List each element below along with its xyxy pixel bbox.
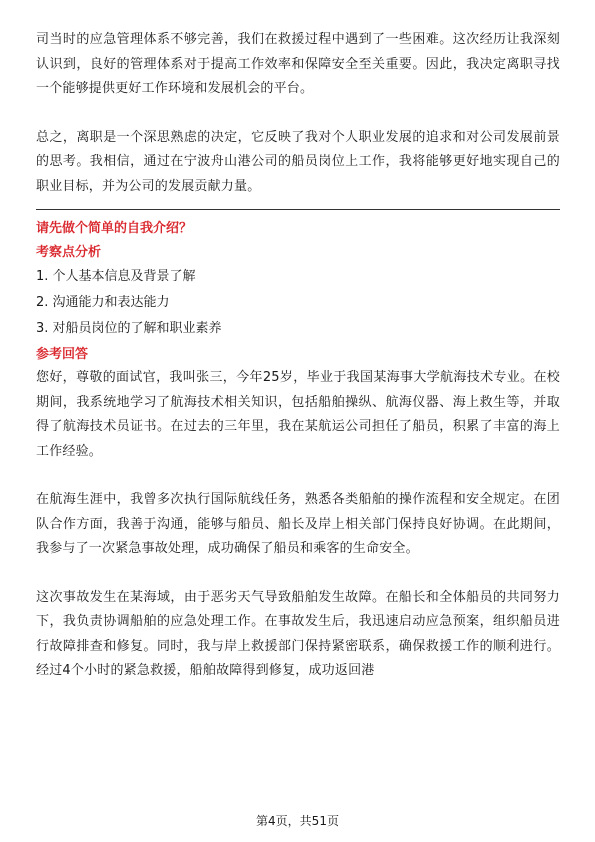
question-heading: 请先做个简单的自我介绍？ bbox=[36, 221, 193, 236]
document-page bbox=[36, 28, 560, 684]
analysis-item-1: 1. 个人基本信息及背景了解 bbox=[36, 269, 196, 284]
intro-paragraph-2: 总之，离职是一个深思熟虑的决定，它反映了我对个人职业发展的追求和对公司发展前景的思考。我相信，通过在宁波舟山港公司的船员岗位上工作，我将能够更好地实现自己的职业目标，并为公司的发展贡献力量。 bbox=[36, 129, 560, 194]
section-divider bbox=[36, 209, 560, 210]
answer-paragraph-2: 在航海生涯中，我曾多次执行国际航线任务，熟悉各类船舶的操作流程和安全规定。在团队合作方面，我善于沟通，能够与船员、船长及岸上相关部门保持良好协调。在此期间，我参与了一次紧急事故处理，成功确保了船员和乘客的生命安全。 bbox=[36, 492, 560, 556]
intro-paragraph-1: 司当时的应急管理体系不够完善，我们在救援过程中遇到了一些困难。这次经历让我深刻认识到，良好的管理体系对于提高工作效率和保障安全至关重要。因此，我决定离职寻找一个能够提供更好工作环境和发展机会的平台。 bbox=[36, 32, 560, 96]
page-footer: 第4页，共51页 bbox=[256, 814, 339, 828]
answer-title: 参考回答 bbox=[36, 347, 89, 362]
answer-paragraph-1: 您好，尊敬的面试官，我叫张三，今年25岁，毕业于我国某海事大学航海技术专业。在校期间，我系统地学习了航海技术相关知识，包括船舶操纵、航海仪器、海上救生等，并取得了航海技术员证书。在过去的三年里，我在某航运公司担任了船员，积累了丰富的海上工作经验。 bbox=[36, 370, 560, 459]
analysis-item-3: 3. 对船员岗位的了解和职业素养 bbox=[36, 321, 222, 336]
answer-paragraph-3: 这次事故发生在某海域，由于恶劣天气导致船舶发生故障。在船长和全体船员的共同努力下，我负责协调船舶的应急处理工作。在事故发生后，我迅速启动应急预案，组织船员进行故障排查和修复。同时，我与岸上救援部门保持紧密联系，确保救援工作的顺利进行。经过4个小时的紧急救援，船舶故障得到修复，成功返回港 bbox=[36, 589, 560, 678]
analysis-title: 考察点分析 bbox=[36, 245, 102, 260]
analysis-item-2: 2. 沟通能力和表达能力 bbox=[36, 295, 170, 310]
